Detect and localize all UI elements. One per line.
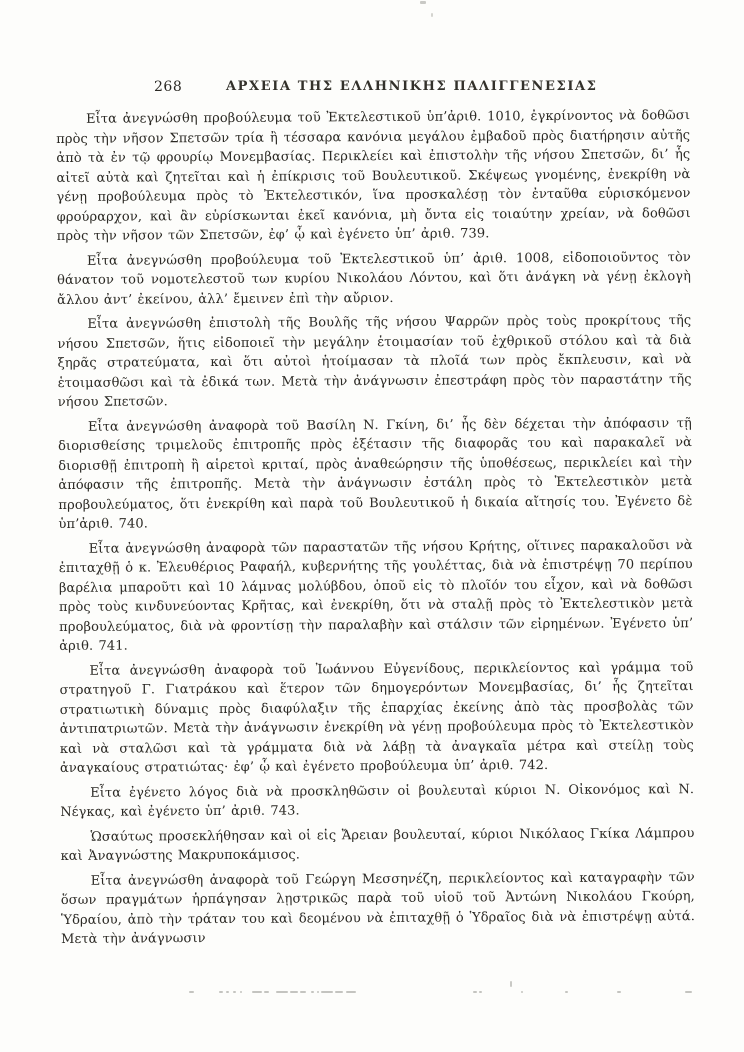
page-body-text [56, 106, 695, 954]
scan-artifact [479, 991, 482, 993]
scan-artifact [473, 991, 477, 993]
paragraph: Εἶτα ἐγένετο λόγος διὰ νὰ προσκληθῶσιν οἱ βουλευταὶ κύριοι Ν. Οἰκονόμος καὶ Ν. Νέγκας, καὶ ἐγένετο ὑπ’ ἀριθ. 743. [60, 781, 695, 820]
scan-artifact [240, 991, 242, 993]
scan-artifact [290, 991, 298, 993]
scan-artifact [510, 981, 512, 987]
scan-artifact [431, 13, 433, 17]
scan-artifact [321, 991, 333, 993]
scan-artifact [300, 991, 306, 993]
scan-artifact [335, 991, 343, 993]
scan-artifact [233, 991, 236, 993]
paragraph: Ὡσαύτως προσεκλήθησαν καὶ οἱ εἰς Ἄρειαν βουλευταί, κύριοι Νικόλαος Γκίκα Λάμπρου καὶ Ἀναγνώστης Μακρυποκάμισος. [60, 825, 695, 864]
scan-artifact [226, 991, 229, 993]
scan-artifact [420, 1, 426, 4]
paragraph: Εἶτα ἀνεγνώσθη ἀναφορὰ τοῦ Ἰωάννου Εὐγενίδους, περικλείοντος καὶ γράμμα τοῦ στρατηγοῦ Γ. Γιατράκου καὶ ἕτερον τῶν δημογερόντων Μονεμβασίας, δι’ ἧς ζητεῖται στρατιωτικὴ δύναμις πρὸς διαφύλαξιν τῆς ἐπαρχίας ἐκείνης ἀπὸ τὰς προσβολὰς τῶν ἀντιπατριωτῶν. Μετὰ τὴν ἀνάγνωσιν ἐνεκρίθη νὰ γένῃ προβούλευμα πρὸς τὸ Ἐκτελεστικὸν καὶ νὰ σταλῶσι καὶ τὰ γράμματα διὰ νὰ λάβῃ τὰ ἀναγκαῖα μέτρα καὶ στείλῃ τοὺς ἀναγκαίους στρατιώτας· ἐφ’ ᾧ καὶ ἐγένετο προβούλευμα ὑπ’ ἀριθ. 742. [59, 659, 694, 776]
scan-artifact [346, 991, 356, 993]
scan-artifact [617, 991, 621, 993]
paragraph: Εἶτα ἀνεγνώσθη προβούλευμα τοῦ Ἐκτελεστικοῦ ὑπ’ἀριθ. 1010, ἐγκρίνοντος νὰ δοθῶσι πρὸς τὴν νῆσον Σπετσῶν τρία ἢ τέσσαρα κανόνια μεγάλου ἐμβαδοῦ πρὸς διατήρησιν αὐτῆς ἀπὸ τὰ ἐν τῷ φρουρίῳ Μονεμβασίας. Περικλείει καὶ ἐπιστολὴν τῆς νήσου Σπετσῶν, δι’ ἧς αἰτεῖ αὐτὰ καὶ ζητεῖται καὶ ἡ ἐπίκρισις τοῦ Βουλευτικοῦ. Σκέψεως γνομένης, ἐνεκρίθη νὰ γένῃ προβούλευμα πρὸς τὸ Ἐκτελεστικόν, ἵνα προσκαλέσῃ τὸν ἐνταῦθα εὑρισκόμενον φρούραρχον, καὶ ἂν εὑρίσκωνται ἐκεῖ κανόνια, μὴ ὄντα εἰς τοιαύτην χρείαν, νὰ δοθῶσι πρὸς τὴν νῆσον τῶν Σπετσῶν, ἐφ’ ᾧ καὶ ἐγένετο ὑπ’ ἀριθ. 739. [56, 108, 691, 244]
scan-artifact [425, 881, 428, 884]
page-number: 268 [154, 79, 183, 95]
scan-artifact [264, 991, 269, 993]
scan-artifact [565, 991, 568, 993]
scan-artifact [219, 991, 223, 993]
paragraph: Εἶτα ἀνεγνώσθη ἀναφορὰ τοῦ Γεώργη Μεσσηνέζη, περικλείοντος καὶ καταγραφὴν τῶν ὅσων πραγμάτων ἡρπάγησαν λῃστρικῶς παρὰ τοῦ υἱοῦ τοῦ Ἀντώνη Νικολάου Γκούρη, Ὑδραίου, ἀπὸ τὴν τράταν του καὶ δεομένου νὰ ἐπιταχθῇ ὁ Ὑδραῖος διὰ νὰ ἐπιστρέψῃ αὐτά. Μετὰ τὴν ἀνάγνωσιν [60, 869, 695, 947]
paragraph: Εἶτα ἀνεγνώσθη προβούλευμα τοῦ Ἐκτελεστικοῦ ὑπ’ ἀριθ. 1008, εἰδοποιοῦντος τὸν θάνατον τοῦ νομοτελεστοῦ των κυρίου Νικολάου Λόντου, καὶ ὅτι ἀνάγκη νὰ γένῃ ἐκλογὴ ἄλλου ἀντ’ ἐκείνου, ἀλλ’ ἔμεινεν ἐπὶ τὴν αὔριον. [56, 249, 692, 308]
running-header-title: ΑΡΧΕΙΑ ΤΗΣ ΕΛΛΗΝΙΚΗΣ ΠΑΛΙΓΓΕΝΕΣΙΑΣ [226, 79, 598, 94]
scan-artifact [189, 991, 194, 993]
paragraph: Εἶτα ἀνεγνώσθη ἀναφορὰ τῶν παραστατῶν τῆς νήσου Κρήτης, οἵτινες παρακαλοῦσι νὰ ἐπιταχθῇ ὁ κ. Ἐλευθέριος Ραφαήλ, κυβερνήτης τῆς γουλέττας, διὰ νὰ ἐπιστρέψῃ 70 περίπου βαρέλια μπαροῦτι καὶ 10 λάμνας μολύβδου, ὁποῦ εἰς τὸ πλοῖόν του εἶχον, καὶ νὰ δοθῶσι πρὸς τοὺς κινδυνεύοντας Κρῆτας, καὶ ἐνεκρίθη, ὅτι νὰ σταλῇ πρὸς τὸ Ἐκτελεστικὸν μετὰ προβουλεύματος, διὰ νὰ φροντίσῃ τὴν παραλαβὴν καὶ στάλσιν τῶν εἰρημένων. Ἐγένετο ὑπ’ ἀριθ. 741. [58, 537, 694, 654]
paragraph: Εἶτα ἀνεγνώσθη ἐπιστολὴ τῆς Βουλῆς τῆς νήσου Ψαρρῶν πρὸς τοὺς προκρίτους τῆς νήσου Σπετσῶν, ἥτις εἰδοποιεῖ τὴν μεγάλην ἑτοιμασίαν τοῦ ἐχθρικοῦ στόλου καὶ τὰ διὰ ξηρᾶς στρατεύματα, καὶ ὅτι αὐτοὶ ἡτοίμασαν τὰ πλοῖά των πρὸς ἔκπλευσιν, καὶ νὰ ἑτοιμασθῶσι καὶ τὰ ἐδικά των. Μετὰ τὴν ἀνάγνωσιν ἐπεστράφη πρὸς τὸν παραστάτην τῆς νήσου Σπετσῶν. [57, 313, 692, 410]
scan-artifact [317, 991, 319, 993]
scan-artifact [521, 991, 523, 993]
scan-artifact [276, 991, 288, 993]
scan-artifact [685, 991, 692, 993]
scan-artifact [311, 991, 314, 993]
scan-artifact [252, 991, 262, 993]
paragraph: Εἶτα ἀνεγνώσθη ἀναφορὰ τοῦ Βασίλη Ν. Γκίνη, δι’ ἧς δὲν δέχεται τὴν ἀπόφασιν τῇ διορισθείσης τριμελοῦς ἐπιτροπῆς πρὸς ἐξέτασιν τῆς διαφορᾶς του καὶ παρακαλεῖ νὰ διορισθῇ ἐπιτροπὴ ἢ αἱρετοὶ κριταί, πρὸς ἀναθεώρησιν τῆς ὑποθέσεως, περικλείει καὶ τὴν ἀπόφασιν τῆς ἐπιτροπῆς. Μετὰ τὴν ἀνάγνωσιν ἐστάλη πρὸς τὸ Ἐκτελεστικὸν μετὰ προβουλεύματος, ὅτι ἐνεκρίθη καὶ παρὰ τοῦ Βουλευτικοῦ ἡ δικαία αἴτησίς του. Ἐγένετο δὲ ὑπ’ἀριθ. 740. [58, 415, 693, 532]
